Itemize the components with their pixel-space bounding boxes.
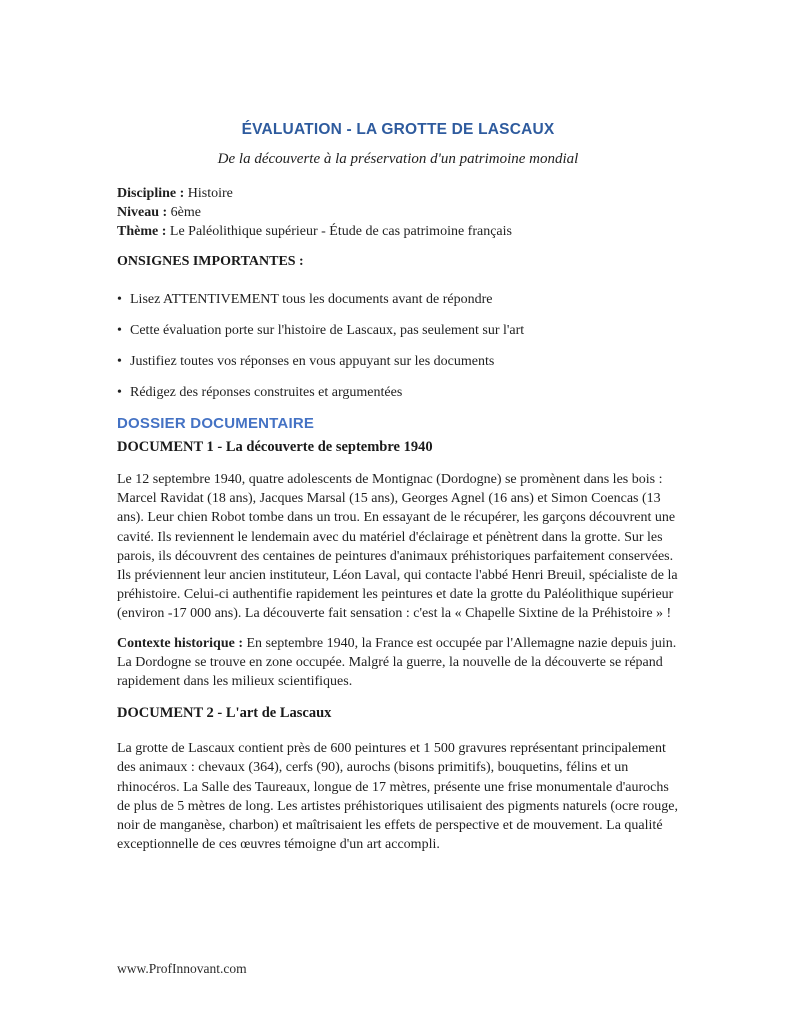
meta-niveau bbox=[117, 203, 679, 222]
meta-discipline bbox=[117, 184, 679, 203]
instruction-text: Lisez ATTENTIVEMENT tous les documents avant de répondre bbox=[130, 292, 493, 307]
instructions-heading: ONSIGNES IMPORTANTES : bbox=[117, 254, 304, 269]
meta-theme-value: Le Paléolithique supérieur - Étude de cas patrimoine français bbox=[169, 224, 512, 239]
meta-theme bbox=[117, 222, 679, 241]
instruction-item bbox=[117, 383, 679, 402]
instruction-item bbox=[117, 352, 679, 371]
page-content bbox=[117, 120, 679, 854]
bullet-icon: • bbox=[117, 323, 122, 338]
meta-block bbox=[117, 184, 679, 241]
page-subtitle: De la découverte à la préservation d'un patrimoine mondial bbox=[217, 151, 579, 167]
page-title: ÉVALUATION - LA GROTTE DE LASCAUX bbox=[241, 121, 555, 138]
instruction-item bbox=[117, 321, 679, 340]
meta-discipline-value: Histoire bbox=[187, 186, 233, 201]
meta-theme-label: Thème : bbox=[117, 224, 167, 239]
instruction-text: Cette évaluation porte sur l'histoire de Lascaux, pas seulement sur l'art bbox=[130, 323, 525, 338]
instruction-text: Justifiez toutes vos réponses en vous appuyant sur les documents bbox=[130, 354, 495, 369]
instruction-text: Rédigez des réponses construites et argumentées bbox=[130, 385, 403, 400]
context-label: Contexte historique : bbox=[117, 635, 243, 651]
document2-body: La grotte de Lascaux contient près de 600 peintures et 1 500 gravures représentant principalement des animaux : chevaux (364), cerfs (90), aurochs (bisons primitifs), bouquetins, félins et un rhinocéros. La Salle des Taureaux, longue de 17 mètres, présente une frise monumentale d'aurochs de plus de 5 mètres de long. Les artistes préhistoriques utilisaient des pigments naturels (ocre rouge, noir de manganèse, charbon) et maîtrisaient les effets de perspective et de mouvement. La qualité exceptionnelle de ces œuvres témoigne d'un art accompli. bbox=[117, 741, 679, 853]
meta-niveau-value: 6ème bbox=[170, 205, 201, 220]
document2-title: DOCUMENT 2 - L'art de Lascaux bbox=[117, 705, 332, 722]
instruction-item bbox=[117, 290, 679, 309]
dossier-heading: DOSSIER DOCUMENTAIRE bbox=[117, 415, 315, 432]
bullet-icon: • bbox=[117, 385, 122, 400]
meta-discipline-label: Discipline : bbox=[117, 186, 185, 201]
bullet-icon: • bbox=[117, 354, 122, 369]
document1-body: Le 12 septembre 1940, quatre adolescents de Montignac (Dordogne) se promènent dans les bois : Marcel Ravidat (18 ans), Jacques Marsal (15 ans), Georges Agnel (16 ans) et Simon Coencas (13 ans). Leur chien Robot tombe dans un trou. En essayant de le récupérer, les garçons découvrent une cavité. Ils reviennent le lendemain avec du matériel d'éclairage et pénètrent dans la grotte. Sur les parois, ils découvrent des centaines de peintures d'animaux préhistoriques parfaitement conservées. Ils préviennent leur ancien instituteur, Léon Laval, qui contacte l'abbé Henri Breuil, spécialiste de la préhistoire. Celui-ci authentifie rapidement les peintures et date la grotte du Paléolithique supérieur (environ -17 000 ans). La découverte fait sensation : c'est la « Chapelle Sixtine de la Préhistoire » ! bbox=[117, 472, 678, 622]
document1-title: DOCUMENT 1 - La découverte de septembre 1940 bbox=[117, 439, 433, 455]
meta-niveau-label: Niveau : bbox=[117, 205, 168, 220]
footer-url: www.ProfInnovant.com bbox=[117, 961, 247, 976]
context-text: En septembre 1940, la France est occupée par l'Allemagne nazie depuis juin. La Dordogne se trouve en zone occupée. Malgré la guerre, la nouvelle de la découverte se répand rapidement dans les milieux scientifiques. bbox=[117, 635, 677, 690]
instructions-list bbox=[117, 290, 679, 402]
document1-context bbox=[117, 634, 679, 692]
bullet-icon: • bbox=[117, 292, 122, 307]
